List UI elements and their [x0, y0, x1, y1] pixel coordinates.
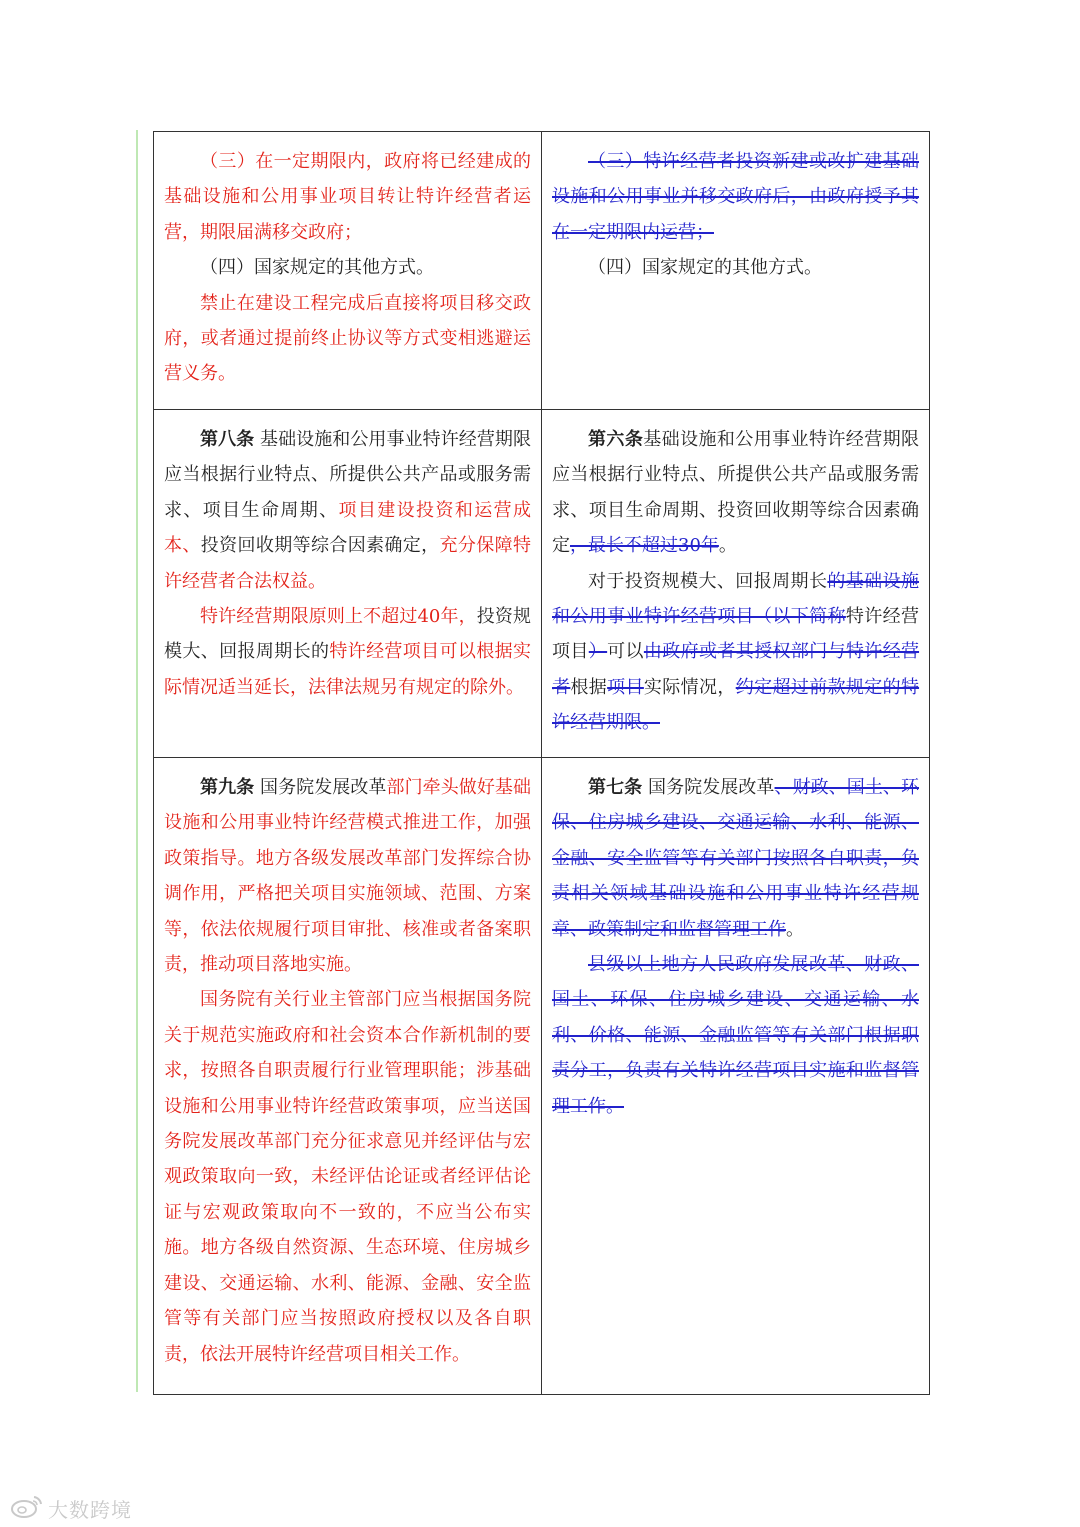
watermark: [10, 1493, 132, 1523]
table-row: [154, 132, 930, 410]
text-span: 国务院发展改革: [254, 777, 387, 798]
text-span: 可以: [607, 641, 644, 663]
article-heading: 第八条: [200, 429, 255, 450]
deleted-text: 约定超过前款规定的特许经营期限。: [552, 676, 920, 734]
text-span: 基础设施和公用事业特许经营期限应当根据行业特点、所提供公共产品或服务需求、项目生命周期、: [164, 429, 531, 521]
old-text-cell: [542, 410, 930, 758]
text-span: 。: [786, 918, 804, 940]
deleted-paragraph: （三）特许经营者投资新建或改扩建基础设施和公用事业并移交政府后，由政府授予其在一定期限内运营；: [552, 151, 919, 243]
paragraph: [552, 422, 919, 564]
old-text-cell: [542, 132, 930, 410]
text-span: 投资规模大、回报周期长的: [164, 606, 532, 663]
paragraph: 禁止在建设工程完成后直接将项目移交政府，或者通过提前终止协议等方式变相逃避运营义务。: [164, 292, 531, 385]
paragraph: [164, 422, 531, 599]
weibo-logo-icon: [10, 1493, 44, 1523]
change-bar: [136, 130, 138, 1392]
deleted-text: ）: [588, 641, 608, 663]
text-span: 对于投资规模大、回报周期长: [588, 570, 828, 592]
old-text-cell: [542, 758, 930, 1395]
deleted-paragraph: 县级以上地方人民政府发展改革、财政、国土、环保、住房城乡建设、交通运输、水利、价格、能源、金融监管等有关部门根据职责分工，负责有关特许经营项目实施和监督管理工作。: [552, 954, 919, 1117]
deleted-text: 由政府或者其授权部门与特许经营者: [552, 641, 920, 698]
new-text-cell: [154, 758, 542, 1395]
paragraph: （四）国家规定的其他方式。: [200, 257, 434, 279]
text-span: 根据: [570, 676, 608, 698]
article-heading: 第六条: [588, 429, 644, 450]
paragraph: [552, 770, 919, 947]
added-text: 项目建设投资和运营成本、: [164, 499, 531, 557]
paragraph: [552, 564, 919, 741]
deleted-text: 、财政、国土、环保、住房城乡建设、交通运输、水利、能源、金融、安全监管等有关部门按照各自职责，负责相关领域基础设施和公用事业特许经营规章、政策制定和监督管理工作: [552, 777, 920, 940]
table-row: [154, 410, 930, 758]
text-span: 投资回收期等综合因素确定，: [200, 535, 440, 557]
article-heading: 第七条: [588, 777, 643, 798]
text-span: 。: [718, 535, 737, 557]
new-text-cell: [154, 132, 542, 410]
article-heading: 第九条: [200, 777, 255, 798]
added-text: 充分保障特许经营者合法权益。: [164, 535, 532, 592]
deleted-text: 项目: [607, 676, 644, 698]
added-text: 部门牵头做好基础设施和公用事业特许经营模式推进工作，加强政策指导。地方各级发展改革部门发挥综合协调作用，严格把关项目实施领域、范围、方案等，依法依规履行项目审批、核准或者备案职责，推动项目落地实施。: [164, 777, 532, 976]
added-text: 特许经营项目可以根据实际情况适当延长，法律法规另有规定的除外。: [164, 641, 532, 698]
comparison-table: [153, 131, 930, 1395]
table-row: [154, 758, 930, 1395]
watermark-text: 大数跨境: [48, 1497, 132, 1522]
paragraph: （三）在一定期限内，政府将已经建成的基础设施和公用事业项目转让特许经营者运营，期限届满移交政府；: [164, 151, 531, 243]
text-span: 国务院发展改革: [642, 777, 775, 798]
paragraph: [164, 599, 531, 705]
paragraph: 国务院有关行业主管部门应当根据国务院关于规范实施政府和社会资本合作新机制的要求，按照各自职责履行行业管理职能；涉基础设施和公用事业特许经营政策事项，应当送国务院发展改革部门充分征求意见并经评估与宏观政策取向一致，未经评估论证或者经评估论证与宏观政策取向不一致的，不应当公布实施。地方各级自然资源、生态环境、住房城乡建设、交通运输、水利、能源、金融、安全监管等有关部门应当按照政府授权以及各自职责，依法开展特许经营项目相关工作。: [164, 989, 531, 1365]
paragraph: [164, 770, 531, 982]
new-text-cell: [154, 410, 542, 758]
text-span: 基础设施和公用事业特许经营期限应当根据行业特点、所提供公共产品或服务需求、项目生命周期、投资回收期等综合因素确定: [552, 429, 920, 557]
added-text: 特许经营期限原则上不超过40年，: [200, 606, 477, 628]
text-span: 实际情况，: [643, 676, 736, 698]
text-span: 特许经营项目: [552, 606, 920, 663]
paragraph: （四）国家规定的其他方式。: [588, 257, 822, 279]
deleted-text: 的基础设施和公用事业特许经营项目（以下简称: [552, 570, 920, 628]
deleted-text: ，最长不超过30年: [570, 535, 719, 557]
